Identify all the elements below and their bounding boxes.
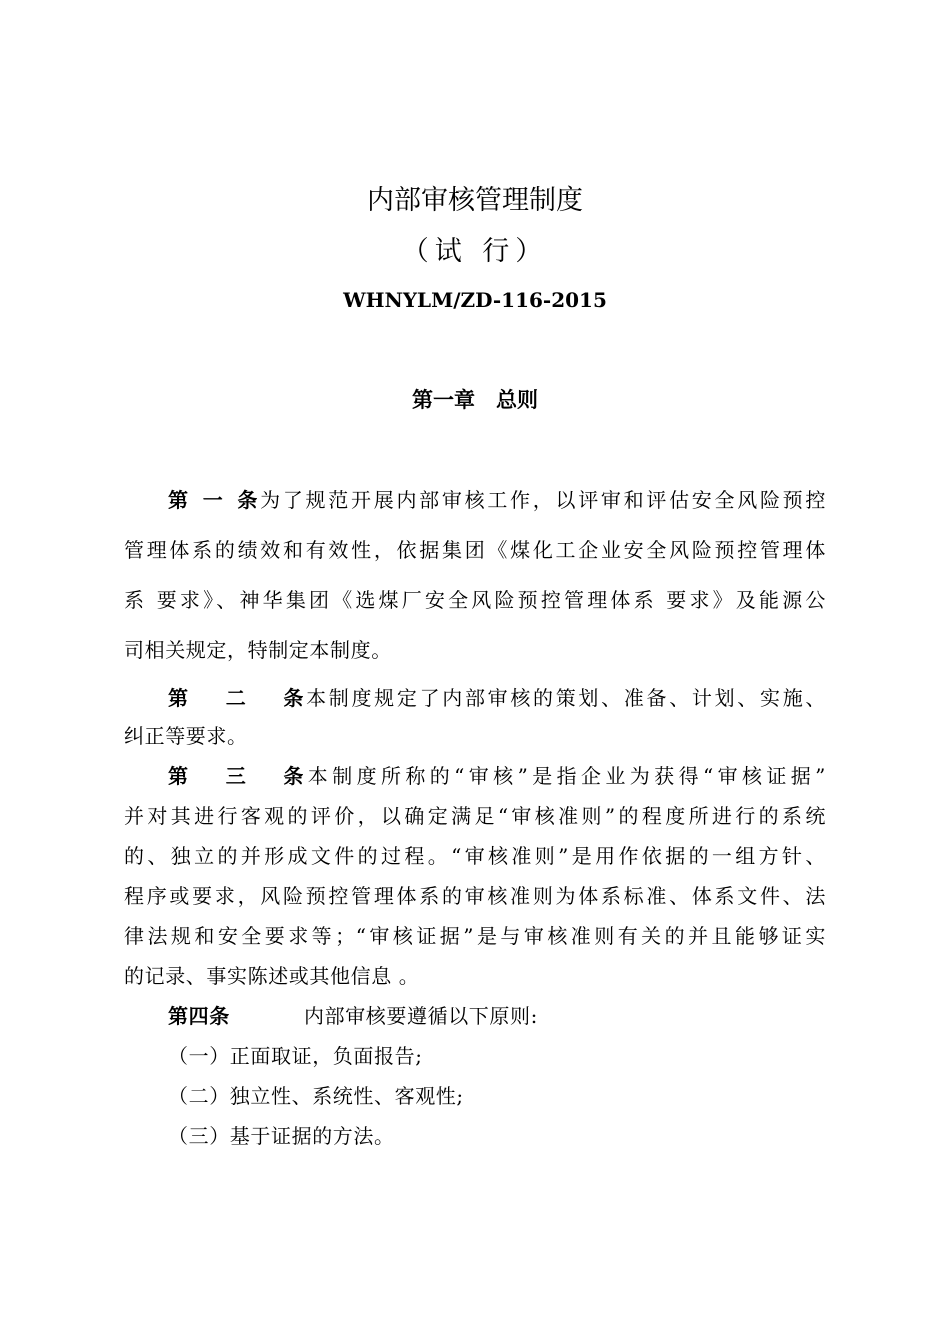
article-4-item-2: （二）独立性、系统性、客观性; [168,1084,464,1108]
article-2-text-1: 本制度规定了内部审核的策划、准备、计划、实施、 [304,686,826,710]
document-title: 内部审核管理制度 [367,185,583,216]
article-3-label: 第三条 [168,764,304,788]
article-2-line-1 [168,685,826,711]
article-1-line-3: 系 要求》、神华集团《选煤厂安全风险预控管理体系 要求》及能源公 [124,588,826,612]
article-2-label: 第二条 [168,686,304,710]
article-1-line-2: 管理体系的绩效和有效性，依据集团《煤化工企业安全风险预控管理体 [124,538,826,562]
article-4-label: 第四条 [168,1004,230,1028]
article-2-line-2: 纠正等要求。 [124,724,248,748]
document-code: WHNYLM/ZD-116-2015 [343,288,607,312]
article-3-line-6: 的记录、事实陈述或其他信息 。 [124,964,420,988]
article-4-item-3: （三）基于证据的方法。 [168,1124,395,1148]
article-3-line-3: 的、独立的并形成文件的过程。“审核准则”是用作依据的一组方针、 [124,844,826,868]
document-subtitle: （试 行） [401,236,549,267]
article-4-item-1: （一）正面取证，负面报告; [168,1044,423,1068]
article-1-text-1: 为了规范开展内部审核工作，以评审和评估安全风险预控 [258,488,826,512]
article-4-line-1 [168,1003,826,1029]
article-3-line-5: 律法规和安全要求等；“审核证据”是与审核准则有关的并且能够证实 [124,924,826,948]
chapter-heading: 第一章 总则 [412,388,538,412]
article-3-line-4: 程序或要求，风险预控管理体系的审核准则为体系标准、体系文件、法 [124,884,826,908]
article-4-intro: 内部审核要遵循以下原则: [304,1004,538,1028]
article-3-line-2: 并对其进行客观的评价，以确定满足“审核准则”的程度所进行的系统 [124,804,826,828]
article-1-line-1 [168,487,826,513]
article-3-text-1: 本制度所称的“审核”是指企业为获得“审核证据” [304,764,826,788]
article-3-line-1 [168,763,826,789]
article-1-line-4: 司相关规定，特制定本制度。 [124,638,392,662]
article-1-label: 第一条 [168,488,258,512]
